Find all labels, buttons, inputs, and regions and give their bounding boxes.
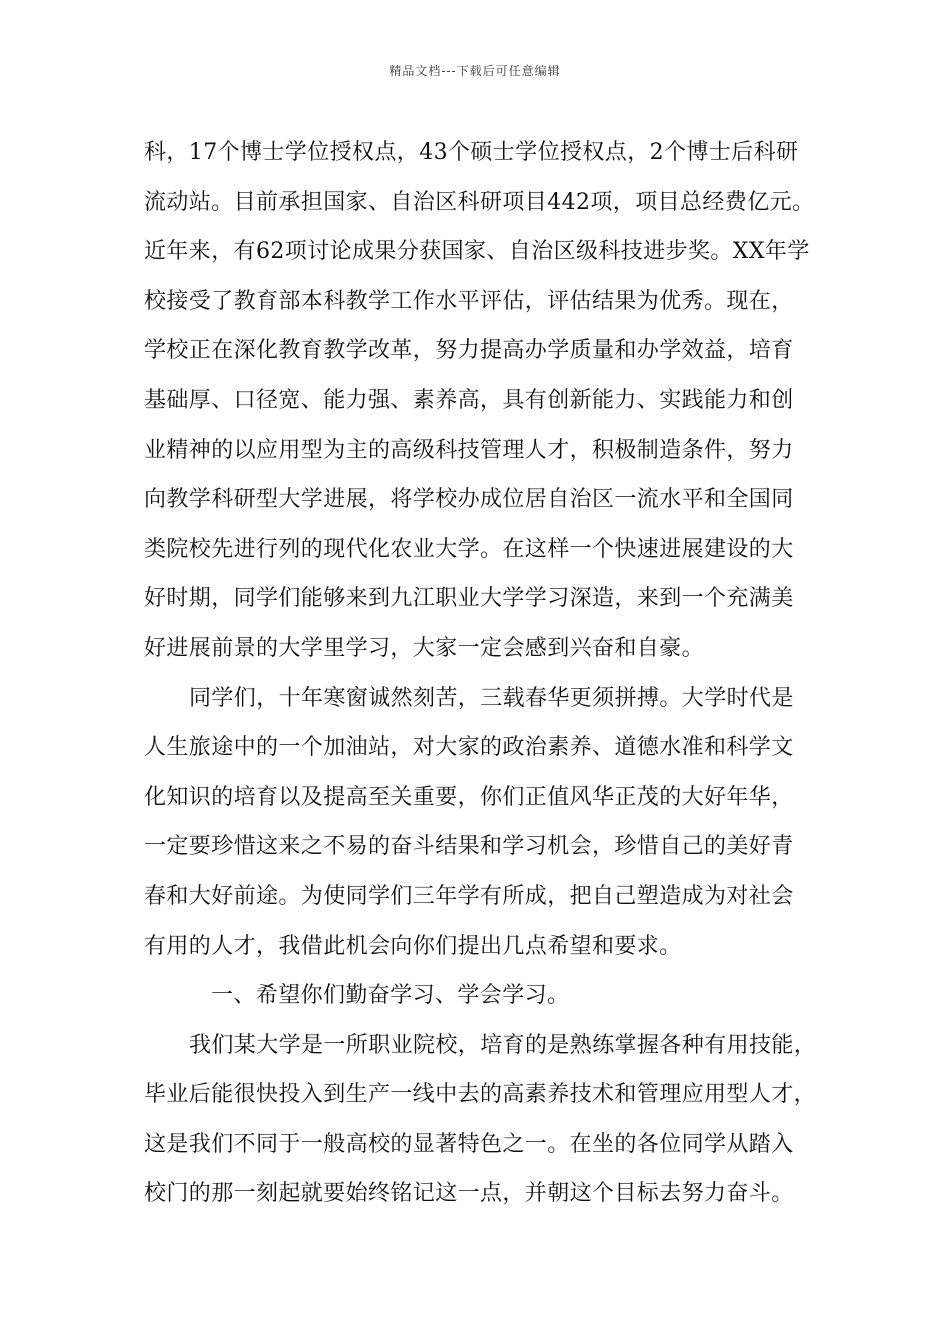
document-body [144, 128, 817, 1219]
text-line: 化知识的培育以及提高至关重要，你们正值风华正茂的大好年华， [144, 784, 794, 810]
page-header: 精品文档---下载后可任意编辑 [389, 64, 561, 78]
text-line: 基础厚、口径宽、能力强、素养高，具有创新能力、实践能力和创 [144, 387, 794, 413]
text-line: 一定要珍惜这来之不易的奋斗结果和学习机会，珍惜自己的美好青 [144, 834, 794, 860]
text-line: 近年来，有62项讨论成果分获国家、自治区级科技进步奖。XX年学 [144, 239, 810, 265]
text-line: 流动站。目前承担国家、自治区科研项目442项，项目总经费亿元。 [144, 189, 815, 215]
text-line: 人生旅途中的一个加油站，对大家的政治素养、道德水准和科学文 [144, 735, 794, 761]
text-line: 好进展前景的大学里学习，大家一定会感到兴奋和自豪。 [144, 635, 705, 661]
text-line: 毕业后能很快投入到生产一线中去的高素养技术和管理应用型人才， [144, 1082, 817, 1108]
text-line: 校接受了教育部本科教学工作水平评估，评估结果为优秀。现在， [144, 288, 794, 314]
text-line: 好时期，同学们能够来到九江职业大学学习深造，来到一个充满美 [144, 586, 794, 612]
text-line: 校门的那一刻起就要始终铭记这一点，并朝这个目标去努力奋斗。 [144, 1181, 794, 1207]
paragraph-start-line: 我们某大学是一所职业院校，培育的是熟练掌握各种有用技能， [189, 1032, 817, 1058]
text-line: 业精神的以应用型为主的高级科技管理人才，积极制造条件，努力 [144, 437, 794, 463]
text-line: 学校正在深化教育教学改革，努力提高办学质量和办学效益，培育 [144, 338, 794, 364]
text-line: 有用的人才，我借此机会向你们提出几点希望和要求。 [144, 933, 682, 959]
text-line: 向教学科研型大学进展，将学校办成位居自治区一流水平和全国同 [144, 487, 794, 513]
text-line: 春和大好前途。为使同学们三年学有所成，把自己塑造成为对社会 [144, 883, 794, 909]
text-line: 类院校先进行列的现代化农业大学。在这样一个快速进展建设的大 [144, 536, 794, 562]
paragraph-start-line: 同学们，十年寒窗诚然刻苦，三载春华更须拼搏。大学时代是 [189, 685, 794, 711]
text-line: 这是我们不同于一般高校的显著特色之一。在坐的各位同学从踏入 [144, 1131, 794, 1157]
text-line: 科，17个博士学位授权点，43个硕士学位授权点，2个博士后科研 [144, 140, 799, 165]
section-heading: 一、希望你们勤奋学习、学会学习。 [211, 983, 570, 1009]
